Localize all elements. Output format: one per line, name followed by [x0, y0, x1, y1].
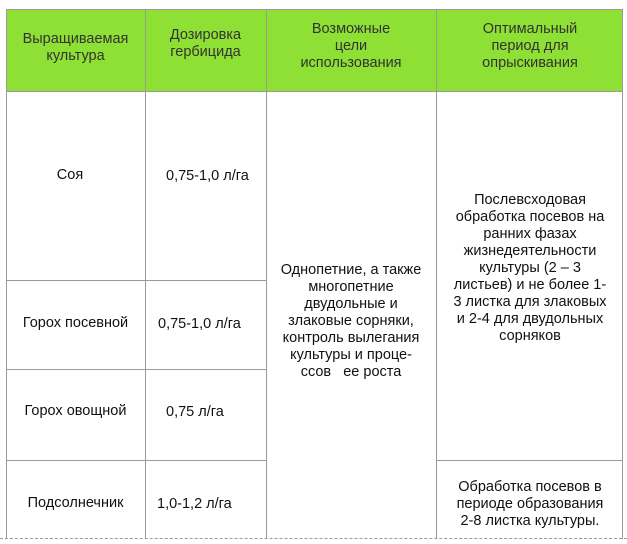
period-sunflower-text: Обработка посевов в периоде образования 2-8 листка культуры.: [456, 479, 604, 529]
targets-cell-text: Однопетние, а также многопетние двудольные и злаковые сорняки, контроль вылегания культуры и проце- ссов ее роста: [280, 262, 422, 380]
grid-line: [145, 9, 146, 539]
row-sunflower-crop: Подсолнечник: [27, 495, 124, 511]
grid-line: [6, 369, 266, 370]
grid-line: [6, 9, 623, 10]
grid-line: [6, 9, 7, 539]
row-field-pea-dosage: 0,75-1,0 л/га: [158, 316, 241, 332]
header-crop: Выращиваемая культура: [22, 31, 129, 64]
row-sunflower-dosage: 1,0-1,2 л/га: [157, 496, 232, 512]
row-soy-crop: Соя: [56, 167, 84, 183]
grid-line: [6, 280, 266, 281]
period-cell-text: Послевсходовая обработка посевов на ранних фазах жизнедеятельности культуры (2 – 3 листьев) и не более 1- 3 листка для злаковых и 2-4 для двудольных сорняков: [453, 192, 607, 344]
row-vegetable-pea-dosage: 0,75 л/га: [166, 404, 224, 420]
header-period: Оптимальный период для опрыскивания: [482, 21, 578, 71]
row-vegetable-pea-crop: Горох овощной: [24, 403, 127, 419]
grid-line: [437, 460, 623, 461]
row-soy-dosage: 0,75-1,0 л/га: [166, 168, 249, 184]
row-field-pea-crop: Горох посевной: [22, 315, 129, 331]
table-continuation-edge: [0, 538, 627, 539]
header-dosage: Дозировка гербицида: [169, 27, 242, 60]
header-targets: Возможные цели использования: [300, 21, 402, 71]
grid-line: [6, 91, 623, 92]
grid-line: [6, 460, 266, 461]
